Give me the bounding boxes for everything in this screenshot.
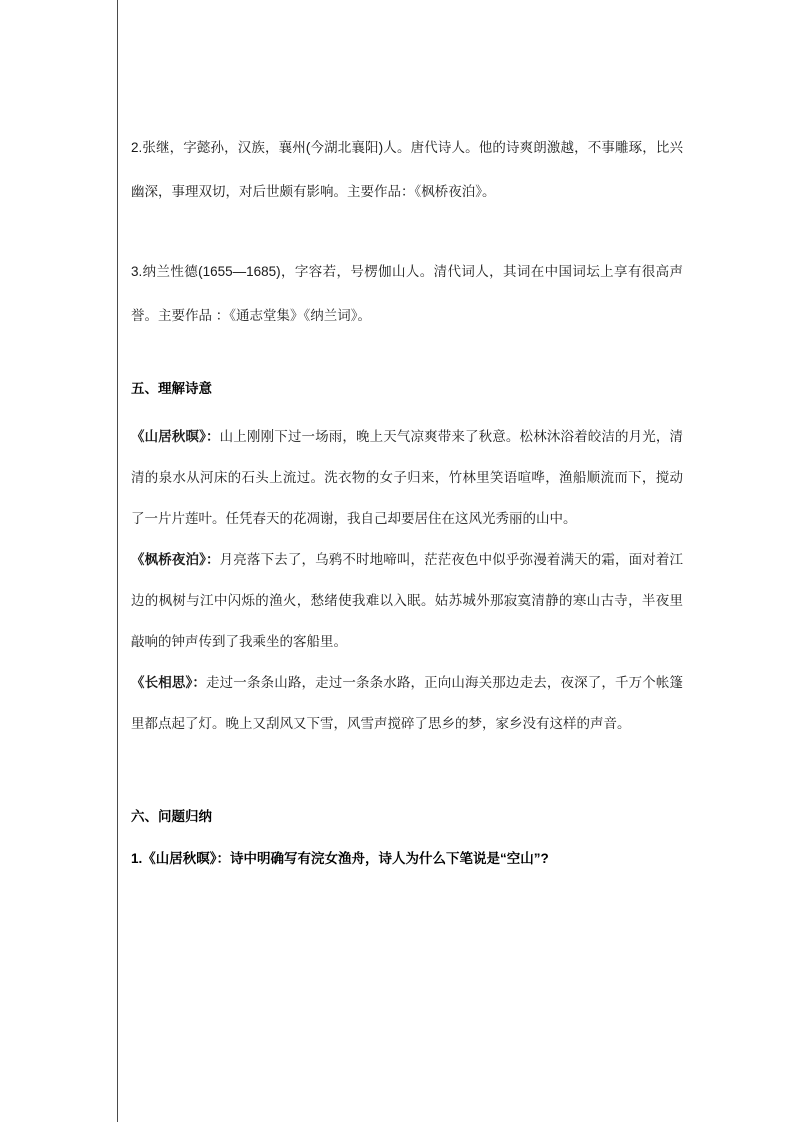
spacer	[131, 214, 683, 250]
poem-text-shanju: 山上刚刚下过一场雨，晚上天气凉爽带来了秋意。松林沐浴着皎洁的月光，清清的泉水从河床的石头上流过。洗衣物的女子归来，竹林里笑语喧哗，渔船顺流而下，搅动了一片片莲叶。任凭春天的花凋谢，我自己却要居住在这风光秀丽的山中。	[131, 429, 684, 526]
paragraph-item-2: 2.张继，字懿孙，汉族，襄州(今湖北襄阳)人。唐代诗人。他的诗爽朗激越，不事雕琢，比兴幽深，事理双切，对后世颇有影响。主要作品：《枫桥夜泊》。	[131, 140, 683, 199]
question-1: 1.《山居秋暝》：诗中明确写有浣女渔舟，诗人为什么下笔说是“空山”?	[131, 851, 549, 866]
paragraph-item-3: 3.纳兰性德(1655—1685)，字容若，号楞伽山人。清代词人，其词在中国词坛上享有很高声誉。主要作品 ：《通志堂集》《纳兰词》。	[131, 264, 683, 323]
spacer	[131, 780, 683, 802]
poem-title-changxiangsi: 《长相思》：	[131, 675, 207, 690]
heading-section-six: 六、问题归纳	[131, 809, 212, 824]
left-margin-rule	[117, 0, 118, 1122]
poem-explanation-changxiangsi	[131, 662, 683, 744]
spacer	[131, 832, 683, 844]
poem-title-shanju: 《山居秋暝》：	[131, 429, 220, 444]
heading-section-five: 五、理解诗意	[131, 381, 212, 396]
document-content	[131, 0, 683, 1122]
spacer	[131, 338, 683, 374]
poem-title-fengqiao: 《枫桥夜泊》：	[131, 552, 220, 567]
poem-explanation-fengqiao	[131, 539, 683, 662]
poem-text-changxiangsi: 走过一条条山路，走过一条条水路，正向山海关那边走去，夜深了，千万个帐篷里都点起了灯。晚上又刮风又下雪，风雪声搅碎了思乡的梦，家乡没有这样的声音。	[131, 675, 684, 731]
poem-text-fengqiao: 月亮落下去了，乌鸦不时地啼叫，茫茫夜色中似乎弥漫着满天的霜，面对着江边的枫树与江中闪烁的渔火，愁绪使我难以入眠。姑苏城外那寂寞清静的寒山古寺，半夜里敲响的钟声传到了我乘坐的客船里。	[131, 552, 684, 649]
spacer	[131, 404, 683, 416]
poem-explanation-shanju	[131, 416, 683, 539]
top-spacer	[131, 0, 683, 126]
spacer	[131, 744, 683, 780]
